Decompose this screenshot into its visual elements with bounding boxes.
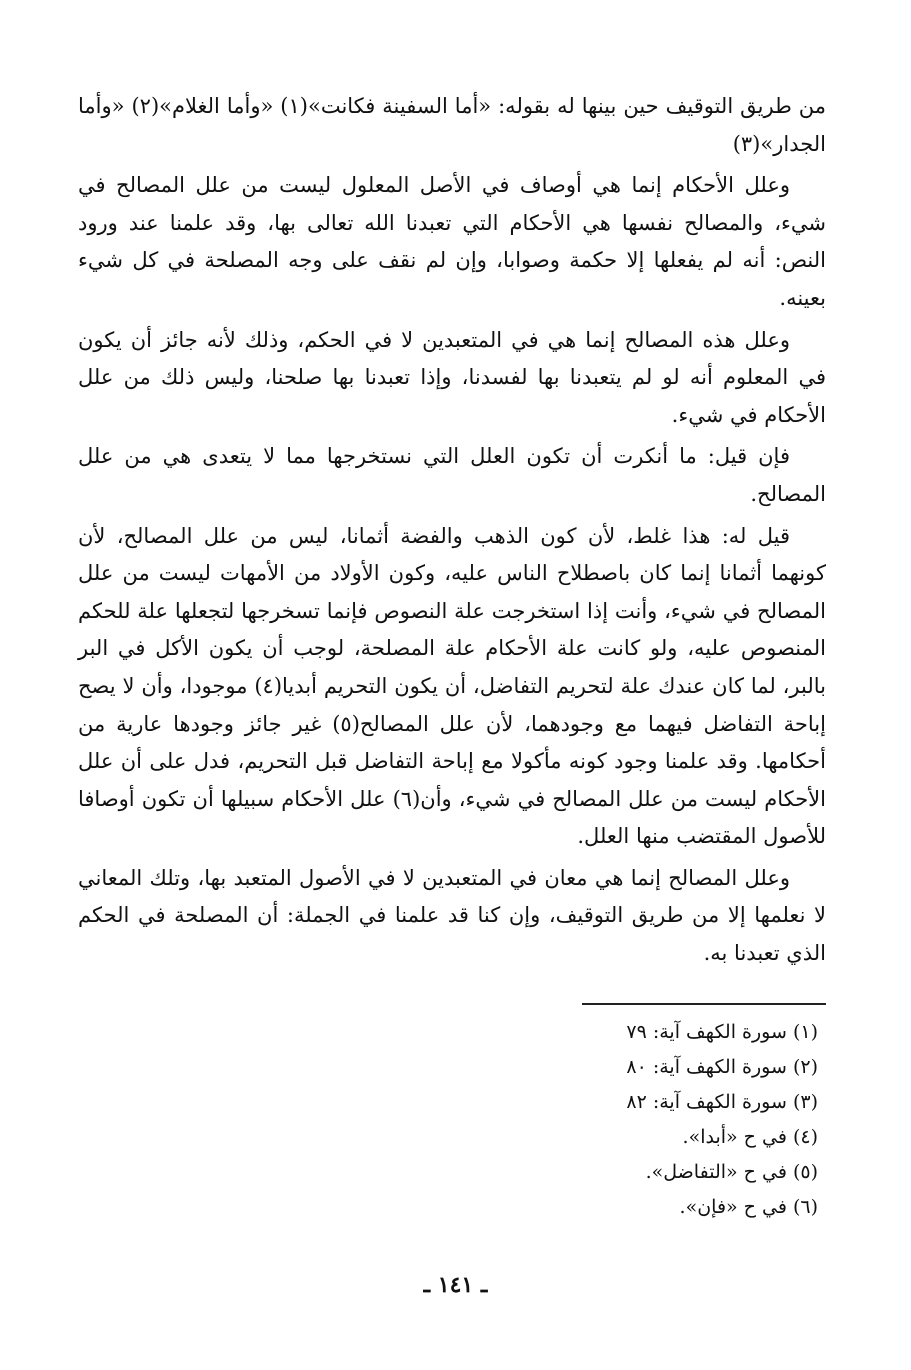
- paragraph-6: وعلل المصالح إنما هي معان في المتعبدين لا في الأصول المتعبد بها، وتلك المعاني لا نعلمها إلا من طريق التوقيف، وإن كنا قد علمنا في الجملة: أن المصلحة في الحكم الذي تعبدنا به.: [78, 865, 826, 966]
- page-number: ـ ١٤١ ـ: [423, 1272, 488, 1298]
- footnote-1: (١) سورة الكهف آية: ٧٩: [626, 1021, 818, 1043]
- paragraph-3: وعلل هذه المصالح إنما هي في المتعبدين لا في الحكم، وذلك لأنه جائز أن يكون في المعلوم أنه لو لم يتعبدنا بها لفسدنا، وإذا تعبدنا بها صلحنا، وليس ذلك من علل الأحكام في شيء.: [78, 327, 826, 427]
- paragraph-5: قيل له: هذا غلط، لأن كون الذهب والفضة أثمانا، ليس من علل المصالح، لأن كونهما أثمانا إنما كان باصطلاح الناس عليه، وكون الأولاد من الأمهات ليست من علل المصالح في شيء، وأنت إذا استخرجت علة النصوص فإنما تسخرجها لتجعلها علة للحكم المنصوص عليه، ولو كانت علة الأحكام علة المصلحة، لوجب أن يكون الأكل في البر بالبر، لما كان عندك علة لتحريم التفاضل، أن يكون التحريم أبديا(٤) موجودا، وأن لا يصح إباحة التفاضل فيهما مع وجودهما، لأن علل المصالح(٥) غير جائز وجودها عارية من أحكامها. وقد علمنا وجود كونه مأكولا مع إباحة التفاضل قبل التحريم، فدل على أن علل الأحكام ليست من علل المصالح في شيء، وأن(٦) علل الأحكام سبيلها أن تكون أوصافا للأصول المقتضب منها العلل.: [78, 523, 826, 849]
- paragraph-1: من طريق التوقيف حين بينها له بقوله: «أما السفينة فكانت»(١) «وأما الغلام»(٢) «وأما الجدار»(٣): [78, 94, 827, 156]
- footnote-5: (٥) في ح «التفاضل».: [645, 1161, 818, 1183]
- footnote-4: (٤) في ح «أبدا».: [682, 1126, 818, 1148]
- footnote-2: (٢) سورة الكهف آية: ٨٠: [626, 1056, 818, 1078]
- footnote-divider: [582, 1003, 826, 1005]
- footnote-3: (٣) سورة الكهف آية: ٨٢: [626, 1091, 818, 1113]
- paragraph-2: وعلل الأحكام إنما هي أوصاف في الأصل المعلول ليست من علل المصالح في شيء، والمصالح نفسها هي الأحكام التي تعبدنا الله تعالى بها، وقد علمنا عند ورود النص: أنه لم يفعلها إلا حكمة وصوابا، وإن لم نقف على وجه المصلحة في كل شيء بعينه.: [78, 173, 826, 310]
- footnote-6: (٦) في ح «فإن».: [679, 1196, 818, 1218]
- footnotes: [78, 1003, 826, 1225]
- main-text: [78, 88, 826, 973]
- paragraph-4: فإن قيل: ما أنكرت أن تكون العلل التي نستخرجها مما لا يتعدى هي من علل المصالح.: [78, 444, 826, 506]
- footnote-list: [78, 1015, 826, 1225]
